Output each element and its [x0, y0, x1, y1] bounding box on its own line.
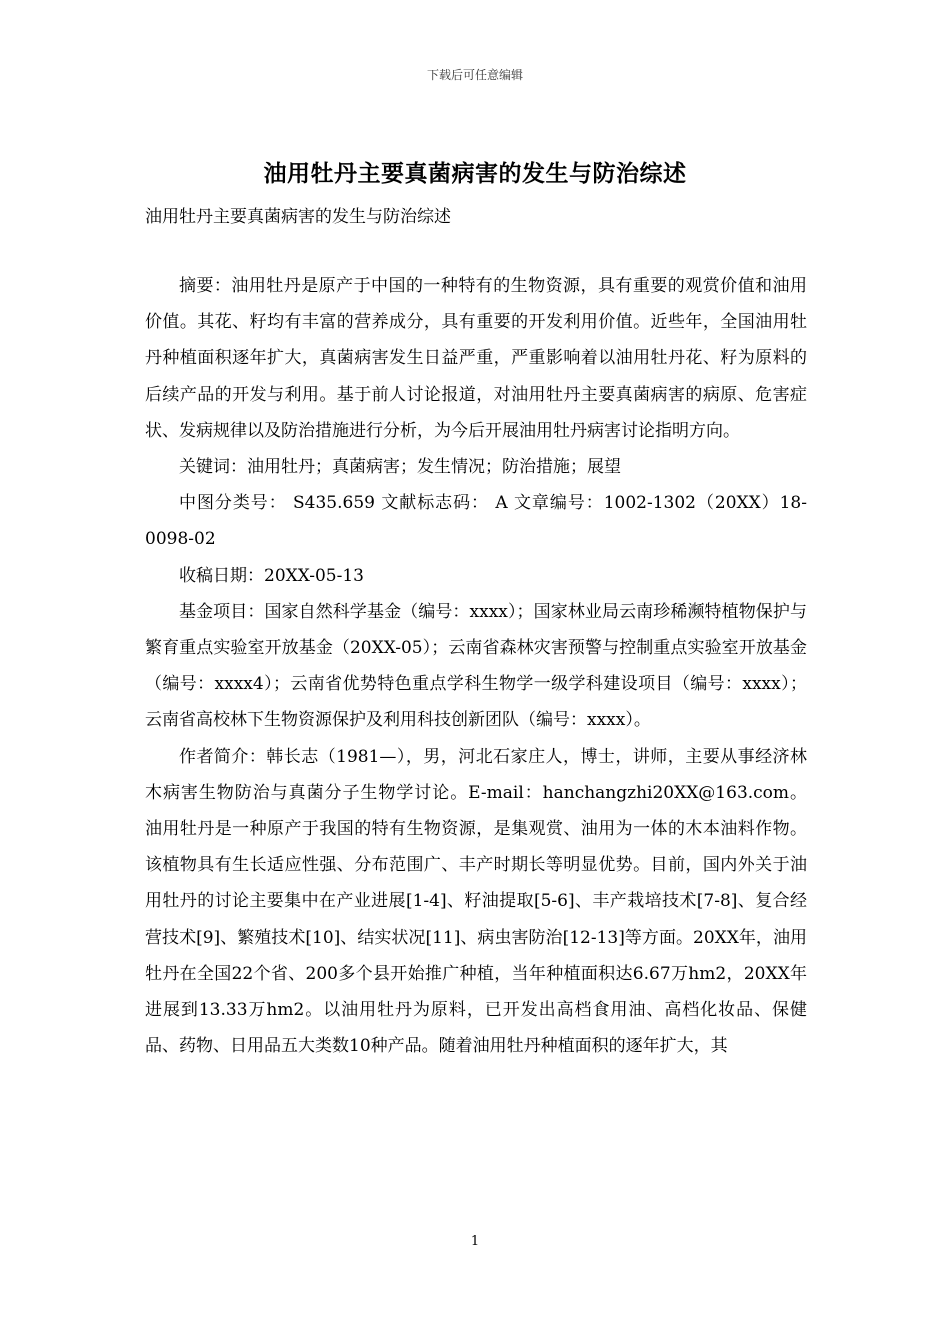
author-intro-text: 作者简介：韩长志（1981—），男，河北石家庄人，博士，讲师，主要从事经济林木病害生物防治与真菌分子生物学讨论。E-mail：hanchangzhi20XX@163.com。	[145, 746, 807, 803]
document-title: 油用牡丹主要真菌病害的发生与防治综述	[263, 160, 687, 187]
document-body	[145, 268, 807, 1064]
keywords-paragraph: 关键词：油用牡丹；真菌病害；发生情况；防治措施；展望	[179, 457, 621, 478]
header-note: 下载后可任意编辑	[426, 68, 523, 82]
intro-text: 油用牡丹是一种原产于我国的特有生物资源，是集观赏、油用为一体的木本油料作物。该植物具有生长适应性强、分布范围广、丰产时期长等明显优势。目前，国内外关于油用牡丹的讨论主要集中在产业进展[1-4]、籽油提取[5-6]、丰产栽培技术[7-8]、复合经营技术[9]、繁殖技术[10]、结实状况[11]、病虫害防治[12-13]等方面。20XX年，油用牡丹在全国22个省、200多个县开始推广种植，当年种植面积达6.67万hm2，20XX年进展到13.33万hm2。以油用牡丹为原料，已开发出高档食用油、高档化妆品、保健品、药物、日用品五大类数10种产品。随着油用牡丹种植面积的逐年扩大，其	[145, 819, 807, 1057]
page-number: 1	[470, 1234, 480, 1249]
abstract-paragraph: 摘要：油用牡丹是原产于中国的一种特有的生物资源，具有重要的观赏价值和油用价值。其花、籽均有丰富的营养成分，具有重要的开发利用价值。近些年，全国油用牡丹种植面积逐年扩大，真菌病害发生日益严重，严重影响着以油用牡丹花、籽为原料的后续产品的开发与利用。基于前人讨论报道，对油用牡丹主要真菌病害的病原、危害症状、发病规律以及防治措施进行分析，为今后开展油用牡丹病害讨论指明方向。	[145, 276, 807, 441]
document-subtitle: 油用牡丹主要真菌病害的发生与防治综述	[145, 207, 451, 227]
funding-paragraph: 基金项目：国家自然科学基金（编号：xxxx）；国家林业局云南珍稀濒特植物保护与繁育重点实验室开放基金（20XX-05）；云南省森林灾害预警与控制重点实验室开放基金（编号：xxxx4）；云南省优势特色重点学科生物学一级学科建设项目（编号：xxxx）；云南省高校林下生物资源保护及利用科技创新团队（编号：xxxx）。	[145, 601, 807, 731]
received-date-paragraph: 收稿日期：20XX-05-13	[179, 565, 364, 586]
author-intro-paragraph	[145, 739, 807, 1065]
classification-paragraph: 中图分类号： S435.659 文献标志码： A 文章编号：1002-1302（20XX）18-0098-02	[145, 493, 807, 550]
